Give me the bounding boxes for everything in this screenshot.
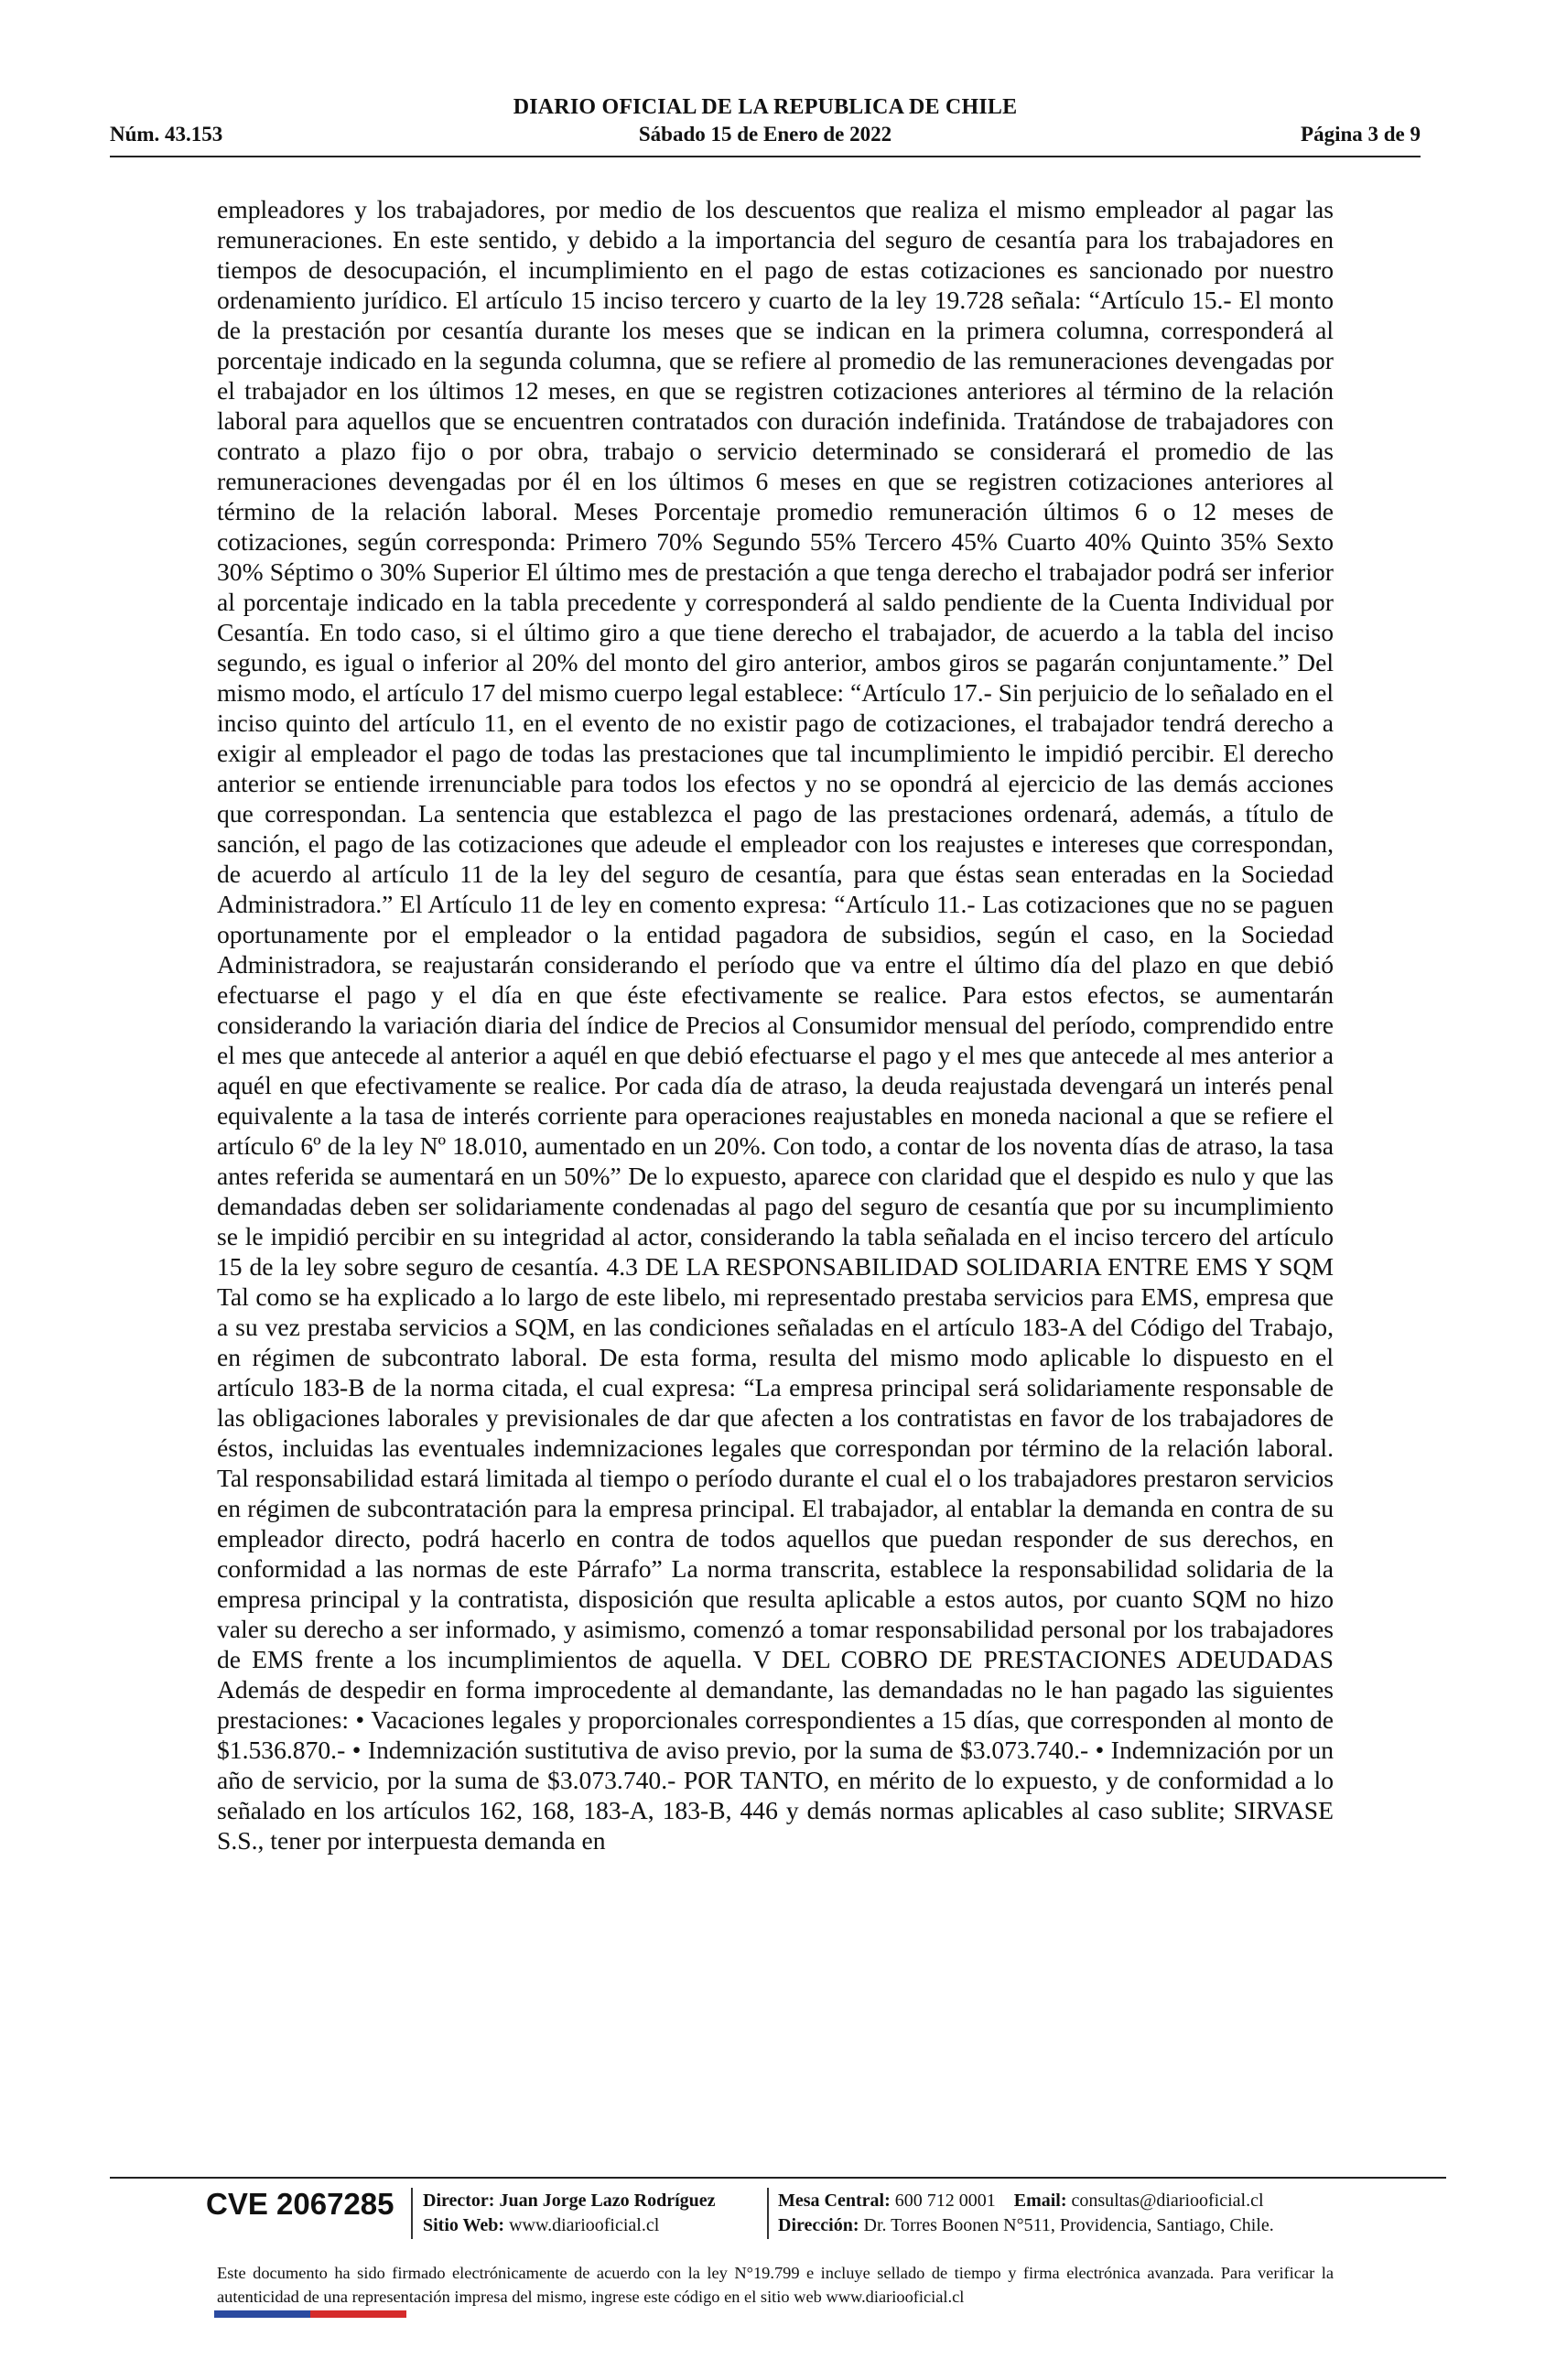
phone-label: Mesa Central: xyxy=(778,2191,891,2211)
website-link[interactable]: www.diariooficial.cl xyxy=(509,2215,660,2235)
footer-separator xyxy=(411,2188,413,2239)
footer-divider xyxy=(110,2177,1446,2179)
address-label: Dirección: xyxy=(778,2215,859,2235)
director-name: Juan Jorge Lazo Rodríguez xyxy=(499,2191,716,2211)
email-label: Email: xyxy=(1013,2191,1067,2211)
header-divider xyxy=(110,156,1421,157)
cve-code: CVE 2067285 xyxy=(206,2187,394,2221)
footer-contact-right xyxy=(778,2189,1437,2238)
address-value: Dr. Torres Boonen N°511, Providencia, Santiago, Chile. xyxy=(863,2215,1274,2235)
director-label: Director: xyxy=(423,2191,495,2211)
email-link[interactable]: consultas@diariooficial.cl xyxy=(1071,2191,1264,2211)
signature-disclaimer: Este documento ha sido firmado electrónicamente de acuerdo con la ley N°19.799 e incluye sellado de tiempo y firma electrónica avanzada. Para verificar la autenticidad de una representación impresa del mismo, ingrese este código en el sitio web www.diariooficial.cl xyxy=(217,2264,1334,2306)
page-indicator: Página 3 de 9 xyxy=(1301,123,1421,146)
flag-stripe xyxy=(214,2310,406,2318)
footer-contact-left xyxy=(423,2189,762,2238)
footer-separator xyxy=(767,2188,769,2239)
phone-number: 600 712 0001 xyxy=(894,2191,996,2211)
publication-title: DIARIO OFICIAL DE LA REPUBLICA DE CHILE xyxy=(513,95,1018,119)
website-label: Sitio Web: xyxy=(423,2215,505,2235)
issue-date: Sábado 15 de Enero de 2022 xyxy=(638,123,892,146)
page-header xyxy=(110,92,1421,156)
issue-number: Núm. 43.153 xyxy=(110,123,223,146)
flag-stripe-blue xyxy=(214,2310,310,2318)
body-paragraph: empleadores y los trabajadores, por medio de los descuentos que realiza el mismo empleador al pagar las remuneraciones. En este sentido, y debido a la importancia del seguro de cesantía para los trabajadores en tiempos de desocupación, el incumplimiento en el pago de estas cotizaciones es sancionado por nuestro ordenamiento jurídico. El artículo 15 inciso tercero y cuarto de la ley 19.728 señala: “Artículo 15.- El monto de la prestación por cesantía durante los meses que se indican en la primera columna, corresponderá al porcentaje indicado en la segunda columna, que se refiere al promedio de las remuneraciones devengadas por el trabajador en los últimos 12 meses, en que se registren cotizaciones anteriores al término de la relación laboral para aquellos que se encuentren contratados con duración indefinida. Tratándose de trabajadores con contrato a plazo fijo o por obra, trabajo o servicio determinado se considerará el promedio de las remuneraciones devengadas por él en los últimos 6 meses en que se registren cotizaciones anteriores al término de la relación laboral. Meses Porcentaje promedio remuneración últimos 6 o 12 meses de cotizaciones, según corresponda: Primero 70% Segundo 55% Tercero 45% Cuarto 40% Quinto 35% Sexto 30% Séptimo o 30% Superior El último mes de prestación a que tenga derecho el trabajador podrá ser inferior al porcentaje indicado en la tabla precedente y corresponderá al saldo pendiente de la Cuenta Individual por Cesantía. En todo caso, si el último giro a que tiene derecho el trabajador, de acuerdo a la tabla del inciso segundo, es igual o inferior al 20% del monto del giro anterior, ambos giros se pagarán conjuntamente.” Del mismo modo, el artículo 17 del mismo cuerpo legal establece: “Artículo 17.- Sin perjuicio de lo señalado en el inciso quinto del artículo 11, en el evento de no existir pago de cotizaciones, el trabajador tendrá derecho a exigir al empleador el pago de todas las prestaciones que tal incumplimiento le impidió percibir. El derecho anterior se entiende irrenunciable para todos los efectos y no se opondrá al ejercicio de las demás acciones que correspondan. La sentencia que establezca el pago de las prestaciones ordenará, además, a título de sanción, el pago de las cotizaciones que adeude el empleador con los reajustes e intereses que correspondan, de acuerdo al artículo 11 de la ley del seguro de cesantía, para que éstas sean enteradas en la Sociedad Administradora.” El Artículo 11 de ley en comento expresa: “Artículo 11.- Las cotizaciones que no se paguen oportunamente por el empleador o la entidad pagadora de subsidios, según el caso, en la Sociedad Administradora, se reajustarán considerando el período que va entre el último día del plazo en que debió efectuarse el pago y el día en que éste efectivamente se realice. Para estos efectos, se aumentarán considerando la variación diaria del índice de Precios al Consumidor mensual del período, comprendido entre el mes que antecede al anterior a aquél en que debió efectuarse el pago y el mes que antecede al mes anterior a aquél en que efectivamente se realice. Por cada día de atraso, la deuda reajustada devengará un interés penal equivalente a la tasa de interés corriente para operaciones reajustables en moneda nacional a que se refiere el artículo 6º de la ley Nº 18.010, aumentado en un 20%. Con todo, a contar de los noventa días de atraso, la tasa antes referida se aumentará en un 50%” De lo expuesto, aparece con claridad que el despido es nulo y que las demandadas deben ser solidariamente condenadas al pago del seguro de cesantía que por su incumplimiento se le impidió percibir en su integridad al actor, considerando la tabla señalada en el inciso tercero del artículo 15 de la ley sobre seguro de cesantía. 4.3 DE LA RESPONSABILIDAD SOLIDARIA ENTRE EMS Y SQM Tal como se ha explicado a lo largo de este libelo, mi representado prestaba servicios para EMS, empresa que a su vez prestaba servicios a SQM, en las condiciones señaladas en el artículo 183-A del Código del Trabajo, en régimen de subcontrato laboral. De esta forma, resulta del mismo modo aplicable lo dispuesto en el artículo 183-B de la norma citada, el cual expresa: “La empresa principal será solidariamente responsable de las obligaciones laborales y previsionales de dar que afecten a los contratistas en favor de los trabajadores de éstos, incluidas las eventuales indemnizaciones legales que correspondan por término de la relación laboral. Tal responsabilidad estará limitada al tiempo o período durante el cual el o los trabajadores prestaron servicios en régimen de subcontratación para la empresa principal. El trabajador, al entablar la demanda en contra de su empleador directo, podrá hacerlo en contra de todos aquellos que puedan responder de sus derechos, en conformidad a las normas de este Párrafo” La norma transcrita, establece la responsabilidad solidaria de la empresa principal y la contratista, disposición que resulta aplicable a estos autos, por cuanto SQM no hizo valer su derecho a ser informado, y asimismo, comenzó a tomar responsabilidad personal por los trabajadores de EMS frente a los incumplimientos de aquella. V DEL COBRO DE PRESTACIONES ADEUDADAS Además de despedir en forma improcedente al demandante, las demandadas no le han pagado las siguientes prestaciones: • Vacaciones legales y proporcionales correspondientes a 15 días, que corresponden al monto de $1.536.870.- • Indemnización sustitutiva de aviso previo, por la suma de $3.073.740.- • Indemnización por un año de servicio, por la suma de $3.073.740.- POR TANTO, en mérito de lo expuesto, y de conformidad a lo señalado en los artículos 162, 168, 183-A, 183-B, 446 y demás normas aplicables al caso sublite; SIRVASE S.S., tener por interpuesta demanda en xyxy=(217,195,1334,1855)
flag-stripe-red xyxy=(310,2310,406,2318)
